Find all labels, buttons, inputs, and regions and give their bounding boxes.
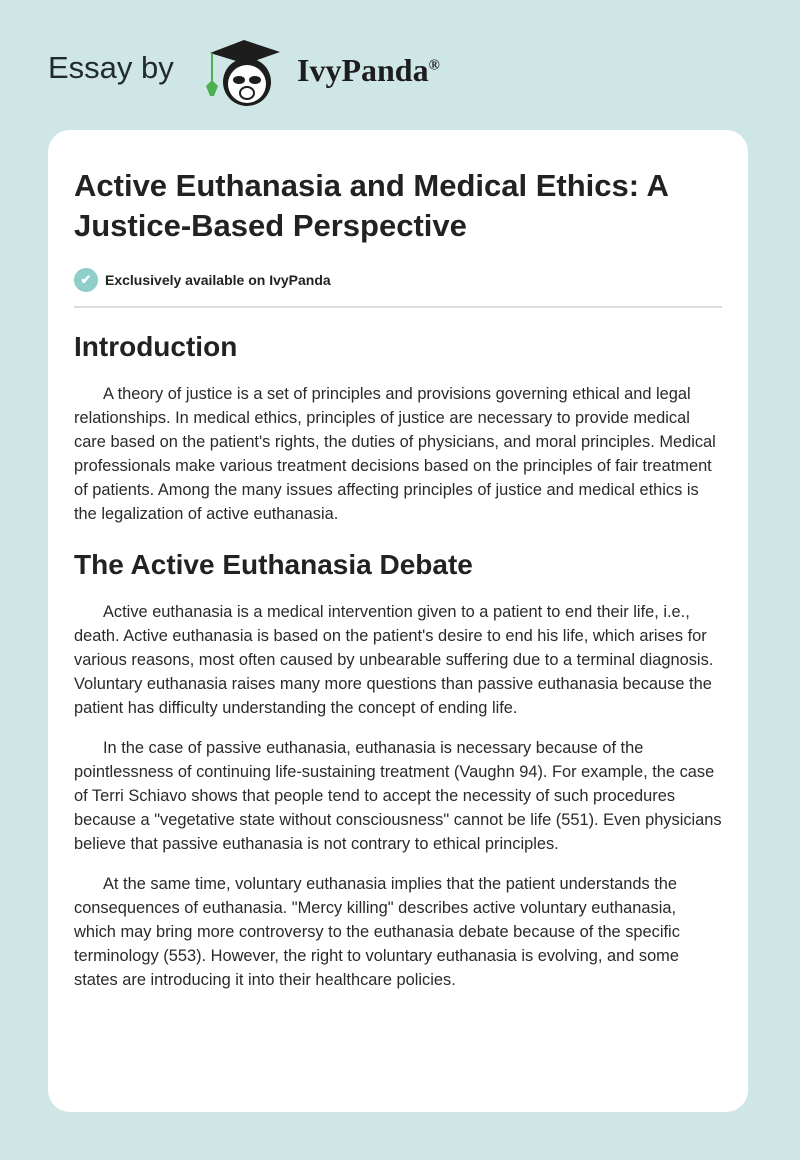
paragraph: In the case of passive euthanasia, euthanasia is necessary because of the pointlessness of continuing life-sustaining treatment (Vaughn 94). For example, the case of Terri Schiavo shows that people tend to accept the necessity of such procedures because a "vegetative state without consciousness" cannot be life (551). Even physicians believe that passive euthanasia is not contrary to ethical principles.: [74, 739, 722, 853]
check-icon: ✔: [74, 268, 98, 292]
ivypanda-logo-icon[interactable]: [202, 38, 292, 108]
badge-text: Exclusively available on IvyPanda: [105, 272, 331, 288]
brand-text: IvyPanda: [297, 52, 429, 88]
section-heading: The Active Euthanasia Debate: [74, 549, 473, 580]
registered-mark: ®: [428, 57, 440, 74]
site-header: [0, 38, 800, 108]
essay-by-label: Essay by: [48, 50, 174, 85]
essay-title: Active Euthanasia and Medical Ethics: A Justice-Based Perspective: [74, 168, 668, 243]
section-heading: Introduction: [74, 331, 238, 362]
paragraph: A theory of justice is a set of principles and provisions governing ethical and legal relationships. In medical ethics, principles of justice are necessary to provide medical care based on the patient's rights, the duties of physicians, and moral principles. Medical professionals make various treatment decisions based on the principles of fair treatment of patients. Among the many issues affecting principles of justice and medical ethics is the legalization of active euthanasia.: [74, 385, 716, 523]
essay-card: [48, 130, 748, 1112]
exclusive-badge: [74, 268, 722, 308]
paragraph: At the same time, voluntary euthanasia implies that the patient understands the consequences of euthanasia. "Mercy killing" describes active voluntary euthanasia, which may bring more controversy to the euthanasia debate because of the specific terminology (553). However, the right to voluntary euthanasia is evolving, and some states are introducing it into their healthcare policies.: [74, 875, 680, 989]
paragraph: Active euthanasia is a medical intervention given to a patient to end their life, i.e., death. Active euthanasia is based on the patient's desire to end his life, which arises for various reasons, most often caused by unbearable suffering due to a terminal diagnosis. Voluntary euthanasia raises many more questions than passive euthanasia because the patient has difficulty understanding the concept of ending life.: [74, 603, 714, 717]
brand-name[interactable]: [297, 52, 440, 89]
